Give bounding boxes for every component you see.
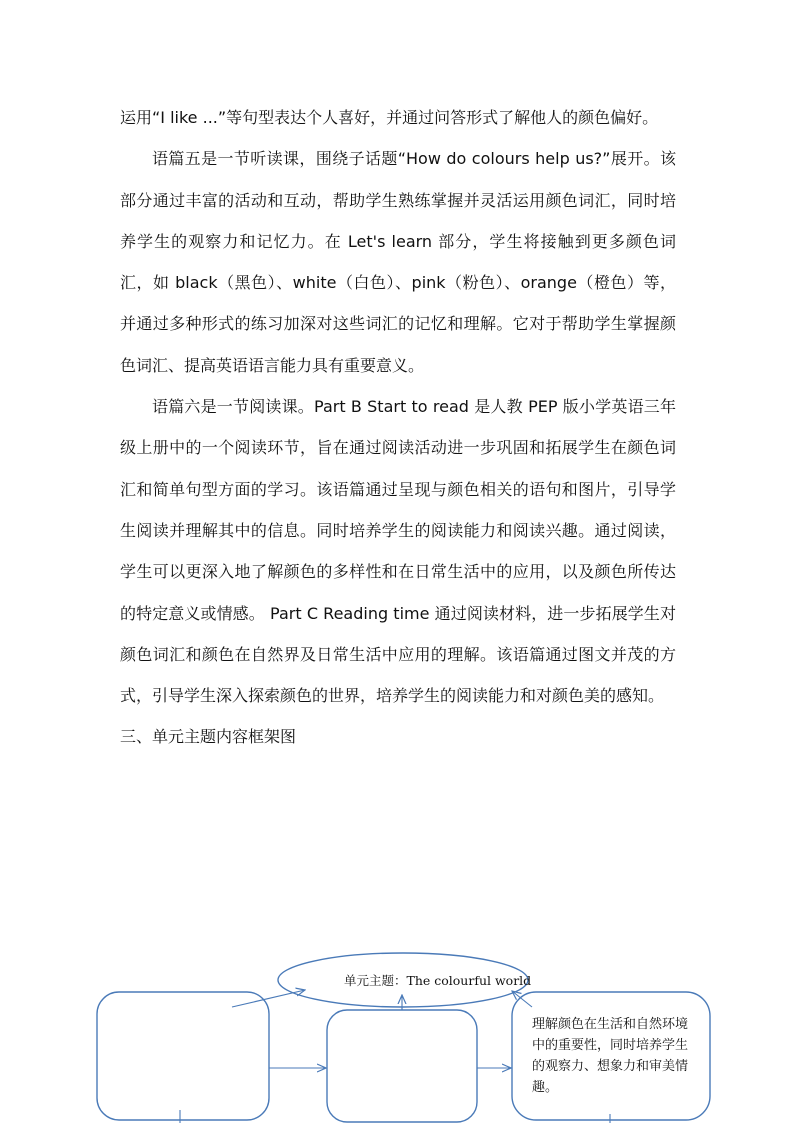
paragraph-3: 语篇六是一节阅读课。Part B Start to read 是人教 PEP 版小学英语三年级上册中的一个阅读环节，旨在通过阅读活动进一步巩固和拓展学生在颜色词汇和简单句型方面的学习。该语篇通过呈现与颜色相关的语句和图片，引导学生阅读并理解其中的信息。同时培养学生的阅读能力和阅读兴趣。通过阅读，学生可以更深入地了解颜色的多样性和在日常生活中的应用，以及颜色所传达的特定意义或情感。 Part C Reading time 通过阅读材料，进一步拓展学生对颜色词汇和颜色在自然界及日常生活中应用的理解。该语篇通过图文并茂的方式，引导学生深入探索颜色的世界，培养学生的阅读能力和对颜色美的感知。 bbox=[120, 397, 676, 706]
section-heading: 三、单元主题内容框架图 bbox=[120, 727, 297, 747]
paragraph-1: 运用“I like ...”等句型表达个人喜好，并通过问答形式了解他人的颜色偏好。 bbox=[120, 108, 659, 127]
paragraph-2: 语篇五是一节听读课，围绕子话题“How do colours help us?”展开。该部分通过丰富的活动和互动，帮助学生熟练掌握并灵活运用颜色词汇，同时培养学生的观察力和记忆力。在 Let's learn 部分，学生将接触到更多颜色词汇，如 black（黑色）、white（白色）、pink（粉色）、orange（橙色）等，并通过多种形式的练习加深对这些词汇的记忆和理解。它对于帮助学生掌握颜色词汇、提高英语语言能力具有重要意义。 bbox=[120, 149, 676, 375]
center-box bbox=[327, 1010, 477, 1122]
document-body bbox=[120, 97, 676, 758]
center-topic-label: 单元主题：The colourful world bbox=[344, 973, 532, 988]
right-box-text: 理解颜色在生活和自然环境中的重要性，同时培养学生的观察力、想象力和审美情趣。 bbox=[532, 1017, 689, 1095]
left-box bbox=[97, 992, 269, 1120]
